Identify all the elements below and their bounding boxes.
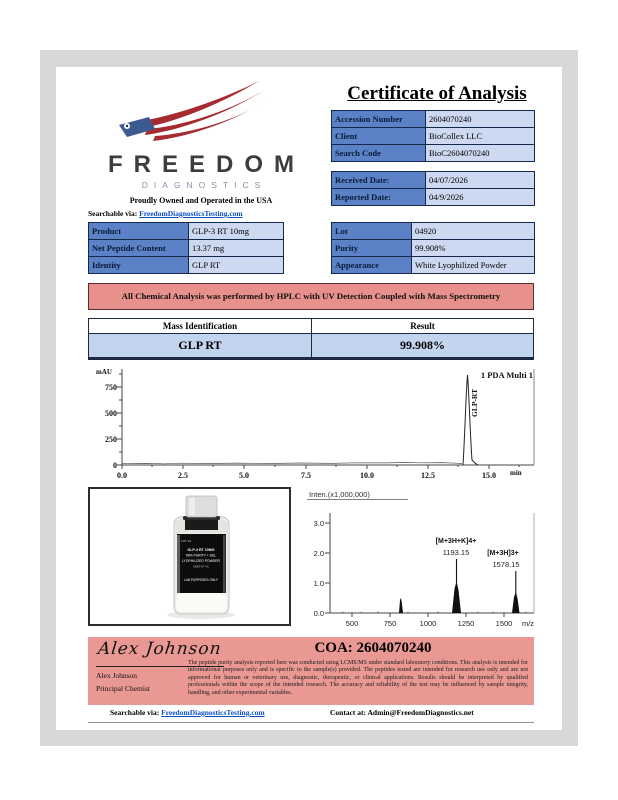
- svg-text:15.0: 15.0: [482, 471, 496, 480]
- svg-text:3.0: 3.0: [313, 519, 324, 528]
- table-row: Received Date: 04/07/2026: [332, 172, 535, 189]
- footer-contact: Contact at: Admin@FreedomDiagnostics.net: [330, 708, 474, 717]
- searchable-prefix: Searchable via:: [88, 209, 138, 218]
- svg-text:GLP-3 RT 10MG: GLP-3 RT 10MG: [187, 548, 215, 552]
- product-table: [88, 222, 284, 274]
- mass-identification-table: [88, 318, 534, 360]
- ms-y-axis-title: Inten.(x1,000,000): [309, 490, 370, 499]
- brand-name: FREEDOM: [108, 151, 305, 178]
- signer-role: Principal Chemist: [96, 684, 150, 693]
- hplc-peak-label: GLP-RT: [470, 388, 479, 417]
- hplc-detector-annotation: 1 PDA Multi 1: [480, 370, 533, 380]
- ms-peak1-value: 1193.15: [442, 548, 470, 557]
- result-value: 99.908%: [312, 334, 534, 359]
- svg-text:750: 750: [383, 619, 397, 628]
- table-row: Product GLP-3 RT 10mg: [89, 223, 284, 240]
- table-row: Purity 99.908%: [332, 240, 535, 257]
- svg-text:750: 750: [105, 383, 117, 392]
- freedom-eagle-logo-icon: [111, 77, 291, 149]
- analysis-method-banner: All Chemical Analysis was performed by HPLC with UV Detection Coupled with Mass Spectrometry: [88, 283, 534, 310]
- svg-text:2.5: 2.5: [178, 471, 188, 480]
- svg-text:0.0: 0.0: [313, 609, 324, 618]
- svg-text:5.0: 5.0: [239, 471, 249, 480]
- searchable-link-top[interactable]: FreedomDiagnosticsTesting.com: [139, 209, 243, 218]
- footer-searchable-link[interactable]: FreedomDiagnosticsTesting.com: [161, 708, 265, 717]
- footer-divider: [88, 722, 534, 723]
- brand-subtitle: DIAGNOSTICS: [141, 180, 267, 190]
- svg-text:500: 500: [345, 619, 359, 628]
- svg-text:LOT 24: LOT 24: [181, 539, 191, 543]
- ms-peak2-value: 1578.15: [492, 560, 520, 569]
- svg-text:2.0: 2.0: [313, 549, 324, 558]
- ms-x-axis-unit: m/z: [521, 619, 535, 628]
- svg-text:250: 250: [105, 435, 117, 444]
- svg-text:1000: 1000: [419, 619, 437, 628]
- svg-text:500: 500: [105, 409, 117, 418]
- signature-script: Alex Johnson: [96, 639, 223, 659]
- mass-spectrum-chart: [298, 485, 542, 633]
- hplc-main-peak: [463, 375, 478, 465]
- brand-tagline: Proudly Owned and Operated in the USA: [129, 196, 273, 205]
- result-header: Result: [312, 319, 534, 334]
- signature-coa-box: [88, 637, 534, 705]
- svg-text:LYOPHILIZED POWDER: LYOPHILIZED POWDER: [182, 559, 220, 563]
- table-row: Search Code BioC2604070240: [332, 145, 535, 162]
- dates-table: [331, 171, 535, 206]
- svg-text:1250: 1250: [457, 619, 475, 628]
- table-row: Identity GLP RT: [89, 257, 284, 274]
- table-row: Reported Date: 04/9/2026: [332, 189, 535, 206]
- product-vial-photo-box: [88, 487, 291, 626]
- table-row: Appearance White Lyophilized Powder: [332, 257, 535, 274]
- svg-text:1500: 1500: [495, 619, 513, 628]
- table-header-row: [89, 319, 534, 334]
- svg-text:7.5: 7.5: [301, 471, 311, 480]
- disclaimer-text: The peptide purity analysis reported here was conducted using LCMS/MS under standard laboratory conditions. This analysis is intended for informational purposes only and is specific to the sample(s) provided. The peptides tested are intended for research use only and are not approved for human or veterinary use, diagnostic, therapeutic, or clinical applications. Results should be interpreted by qualified professionals within the scope of the intended research. The accuracy and reliability of the test may be influenced by sample integrity, handling, and other experimental variables.: [188, 660, 528, 696]
- svg-text:KEEP AT 4C: KEEP AT 4C: [193, 564, 209, 569]
- page-title: Certificate of Analysis: [347, 83, 527, 104]
- ms-peak1-label: [M+3H+K]4+: [435, 538, 477, 545]
- ms-minor-peak: [399, 598, 403, 613]
- hplc-baseline-trace: [122, 463, 462, 464]
- hplc-x-axis-unit: min: [510, 469, 522, 477]
- table-row: Accession Number 2604070240: [332, 111, 535, 128]
- svg-text:10.0: 10.0: [360, 471, 374, 480]
- mass-id-header: Mass Identification: [89, 319, 312, 334]
- svg-text:0.0: 0.0: [117, 471, 127, 480]
- svg-text:0: 0: [113, 461, 117, 470]
- ms-peak2-label: [M+3H]3+: [487, 550, 519, 557]
- lot-table: [331, 222, 535, 274]
- svg-text:LAB PURPOSES ONLY: LAB PURPOSES ONLY: [184, 578, 218, 582]
- svg-text:1.0: 1.0: [313, 579, 324, 588]
- accession-info-table: [331, 110, 535, 162]
- table-row: Net Peptide Content 13.37 mg: [89, 240, 284, 257]
- svg-text:99% PURITY + DEL: 99% PURITY + DEL: [185, 553, 217, 558]
- footer-searchable-line: [110, 708, 265, 717]
- hplc-y-axis-label: mAU: [96, 368, 112, 376]
- vial-photo: [90, 489, 289, 624]
- table-row: [89, 334, 534, 359]
- mass-id-value: GLP RT: [89, 334, 312, 359]
- coa-number-heading: COA: 2604070240: [314, 640, 432, 656]
- certificate-page: [56, 67, 562, 730]
- signer-name: Alex Johnson: [96, 671, 138, 680]
- svg-text:12.5: 12.5: [421, 471, 435, 480]
- footer-searchable-prefix: Searchable via:: [110, 708, 160, 717]
- table-row: Lot 04920: [332, 223, 535, 240]
- hplc-chromatogram-chart: [86, 363, 541, 485]
- table-row: Client BioCollex LLC: [332, 128, 535, 145]
- searchable-line-top: [88, 209, 243, 218]
